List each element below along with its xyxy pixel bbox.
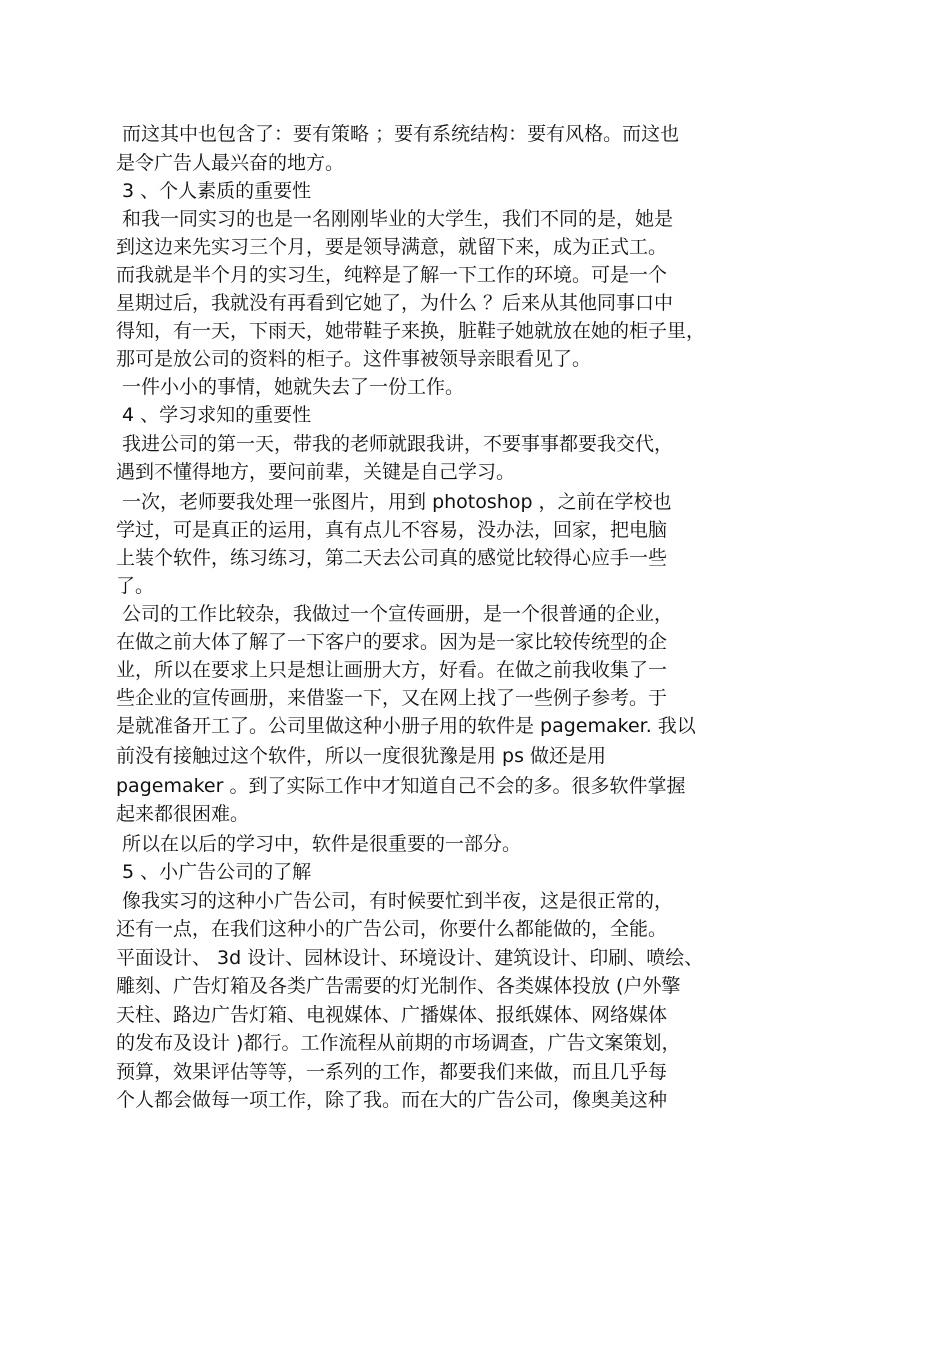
text-line: 天柱、路边广告灯箱、电视媒体、广播媒体、报纸媒体、网络媒体: [116, 1004, 668, 1026]
text-line: 平面设计、 3d 设计、园林设计、环境设计、建筑设计、印刷、喷绘、: [116, 947, 704, 969]
section-heading: 3 、个人素质的重要性: [116, 180, 312, 202]
text-line: 像我实习的这种小广告公司，有时候要忙到半夜，这是很正常的，: [116, 890, 674, 912]
text-line: 而这其中也包含了：要有策略 ；要有系统结构：要有风格。而这也: [116, 123, 680, 145]
text-line: 些企业的宣传画册，来借鉴一下，又在网上找了一些例子参考。于: [116, 687, 668, 709]
text-line: pagemaker 。到了实际工作中才知道自己不会的多。很多软件掌握: [116, 775, 686, 797]
text-line: 是令广告人最兴奋的地方。: [116, 152, 345, 174]
section-heading: 4 、学习求知的重要性: [116, 404, 312, 426]
text-line: 所以在以后的学习中，软件是很重要的一部分。: [116, 833, 522, 855]
text-line: 我进公司的第一天，带我的老师就跟我讲，不要事事都要我交代，: [116, 433, 674, 455]
text-line: 的发布及设计 )都行。工作流程从前期的市场调查，广告文案策划，: [116, 1032, 681, 1054]
section-heading: 5 、小广告公司的了解: [116, 861, 312, 883]
text-line: 和我一同实习的也是一名刚刚毕业的大学生，我们不同的是，她是: [116, 208, 674, 230]
text-line: 到这边来先实习三个月，要是领导满意，就留下来，成为正式工。: [116, 236, 668, 258]
text-line: 业，所以在要求上只是想让画册大方，好看。在做之前我收集了一: [116, 659, 668, 681]
text-line: 一件小小的事情，她就失去了一份工作。: [116, 376, 465, 398]
text-line: 个人都会做每一项工作，除了我。而在大的广告公司，像奥美这种: [116, 1089, 668, 1111]
text-line: 一次，老师要我处理一张图片，用到 photoshop ，之前在学校也: [116, 491, 672, 513]
text-line: 星期过后，我就没有再看到它她了，为什么 ？后来从其他同事口中: [116, 292, 674, 314]
text-line: 是就准备开工了。公司里做这种小册子用的软件是 pagemaker. 我以: [116, 715, 696, 737]
text-line: 上装个软件，练习练习，第二天去公司真的感觉比较得心应手一些: [116, 547, 668, 569]
text-line: 了。: [116, 575, 155, 597]
text-line: 得知，有一天，下雨天，她带鞋子来换，脏鞋子她就放在她的柜子里，: [116, 320, 706, 342]
text-line: 那可是放公司的资料的柜子。这件事被领导亲眼看见了。: [116, 348, 592, 370]
text-line: 雕刻、广告灯箱及各类广告需要的灯光制作、各类媒体投放 (户外擎: [116, 975, 681, 997]
text-line: 还有一点，在我们这种小的广告公司，你要什么都能做的，全能。: [116, 918, 668, 940]
text-line: 学过，可是真正的运用，真有点儿不容易，没办法，回家，把电脑: [116, 519, 668, 541]
text-line: 在做之前大体了解了一下客户的要求。因为是一家比较传统型的企: [116, 631, 668, 653]
text-line: 前没有接触过这个软件，所以一度很犹豫是用 ps 做还是用: [116, 745, 607, 767]
text-line: 遇到不懂得地方，要问前辈，关键是自己学习。: [116, 461, 516, 483]
text-line: 而我就是半个月的实习生，纯粹是了解一下工作的环境。可是一个: [116, 264, 668, 286]
text-line: 公司的工作比较杂，我做过一个宣传画册，是一个很普通的企业，: [116, 603, 674, 625]
text-line: 预算，效果评估等等，一系列的工作，都要我们来做，而且几乎每: [116, 1061, 668, 1083]
text-line: 起来都很困难。: [116, 803, 250, 825]
